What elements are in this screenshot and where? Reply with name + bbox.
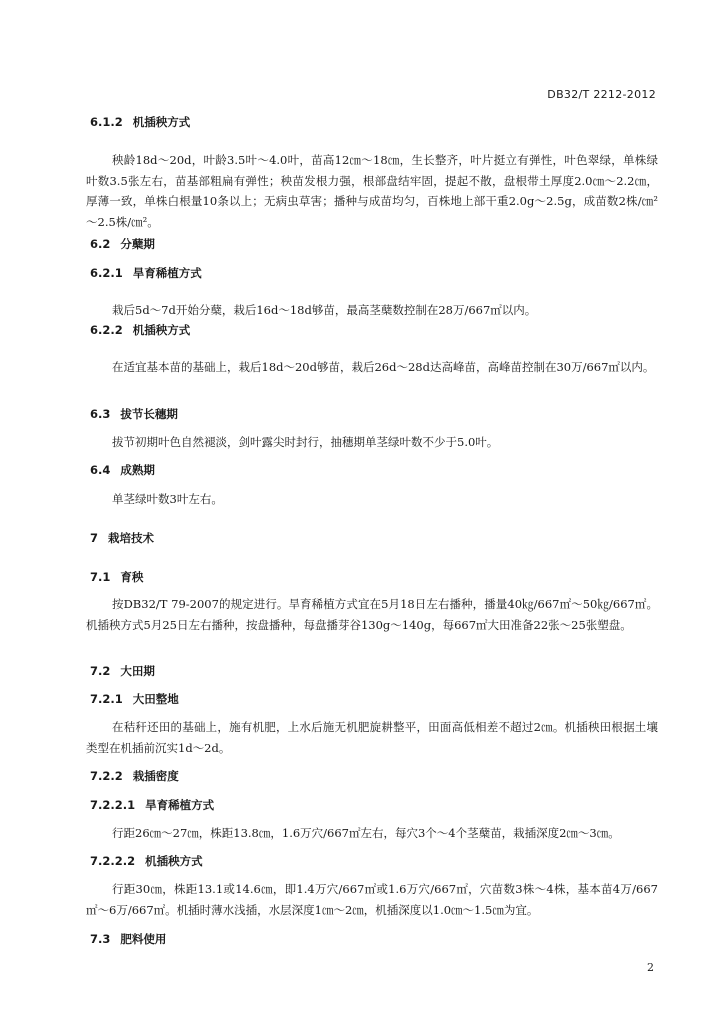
section-title: 栽培技术 [108, 531, 155, 545]
section-title: 大田整地 [132, 692, 179, 706]
page-number: 2 [647, 961, 654, 974]
paragraph-6-4: 单茎绿叶数3叶左右。 [112, 492, 223, 506]
section-heading-7-2-1 [90, 691, 179, 707]
section-number: 7 [90, 531, 99, 545]
section-title: 栽插密度 [132, 769, 179, 783]
paragraph-6-2-2: 在适宜基本苗的基础上，栽后18d～20d够苗，栽后26d～28d达高峰苗，高峰苗控制在30万/667㎡以内。 [112, 360, 655, 374]
section-title: 机插秧方式 [145, 854, 203, 868]
section-heading-7-3 [90, 931, 166, 947]
paragraph-7-1: 按DB32/T 79-2007的规定进行。旱育稀植方式宜在5月18日左右播种，播量40㎏/667㎡～50㎏/667㎡。机插秧方式5月25日左右播种，按盘播种，每盘播芽谷130g～140g，每667㎡大田准备22张～25张塑盘。 [86, 597, 658, 632]
section-heading-6-2 [90, 236, 155, 252]
section-title: 成熟期 [120, 463, 155, 477]
section-number: 7.2.1 [90, 692, 123, 706]
section-number: 7.2 [90, 664, 111, 678]
section-heading-6-3 [90, 406, 178, 422]
section-title: 育秧 [120, 570, 144, 584]
section-number: 7.2.2.2 [90, 854, 136, 868]
section-number: 7.2.2 [90, 769, 123, 783]
section-heading-7-2 [90, 663, 155, 679]
paragraph-6-1-2: 秧龄18d～20d，叶龄3.5叶～4.0叶，苗高12㎝～18㎝，生长整齐，叶片挺立有弹性，叶色翠绿，单株绿叶数3.5张左右，苗基部粗扁有弹性；秧苗发根力强，根部盘结牢固，提起不散，盘根带土厚度2.0㎝～2.2㎝，厚薄一致，单株白根量10条以上；无病虫草害；播种与成苗均匀，百株地上部干重2.0g～2.5g，成苗数2株/㎝²～2.5株/㎝²。 [86, 153, 658, 229]
section-title: 拔节长穗期 [120, 407, 178, 421]
section-number: 6.2 [90, 237, 111, 251]
section-heading-7-2-2 [90, 768, 179, 784]
section-number: 7.1 [90, 570, 111, 584]
section-heading-6-2-1 [90, 265, 202, 281]
standard-code: DB32/T 2212-2012 [547, 88, 656, 101]
section-heading-7-1 [90, 569, 143, 585]
paragraph-7-2-1: 在秸秆还田的基础上，施有机肥，上水后施无机肥旋耕整平，田面高低相差不超过2㎝。机插秧田根据土壤类型在机插前沉实1d～2d。 [86, 720, 658, 755]
section-number: 7.2.2.1 [90, 798, 136, 812]
section-heading-6-4 [90, 462, 155, 478]
section-title: 机插秧方式 [132, 115, 191, 129]
section-title: 分蘖期 [120, 237, 155, 251]
section-title: 机插秧方式 [132, 323, 191, 337]
paragraph-6-2-1: 栽后5d～7d开始分蘖，栽后16d～18d够苗，最高茎蘖数控制在28万/667㎡以内。 [112, 303, 537, 317]
section-number: 6.3 [90, 407, 111, 421]
section-number: 6.2.1 [90, 266, 123, 280]
section-heading-7 [90, 530, 154, 546]
section-title: 旱育稀植方式 [132, 266, 202, 280]
paragraph-7-2-2-1: 行距26㎝～27㎝，株距13.8㎝，1.6万穴/667㎡左右，每穴3个～4个茎蘖苗，栽插深度2㎝～3㎝。 [112, 826, 620, 840]
section-heading-7-2-2-1 [90, 797, 214, 813]
section-number: 6.1.2 [90, 115, 123, 129]
section-heading-7-2-2-2 [90, 853, 203, 869]
section-title: 肥料使用 [120, 932, 167, 946]
paragraph-6-3: 拔节初期叶色自然褪淡，剑叶露尖时封行，抽穗期单茎绿叶数不少于5.0叶。 [112, 435, 499, 449]
section-title: 大田期 [120, 664, 155, 678]
section-heading-6-1-2 [90, 114, 190, 130]
section-heading-6-2-2 [90, 322, 190, 338]
section-number: 7.3 [90, 932, 111, 946]
section-title: 旱育稀植方式 [145, 798, 215, 812]
section-number: 6.2.2 [90, 323, 123, 337]
section-number: 6.4 [90, 463, 111, 477]
paragraph-7-2-2-2: 行距30㎝，株距13.1或14.6㎝，即1.4万穴/667㎡或1.6万穴/667㎡，穴苗数3株～4株，基本苗4万/667㎡～6万/667㎡。机插时薄水浅插，水层深度1㎝～2㎝，机插深度以1.0㎝～1.5㎝为宜。 [86, 882, 658, 917]
